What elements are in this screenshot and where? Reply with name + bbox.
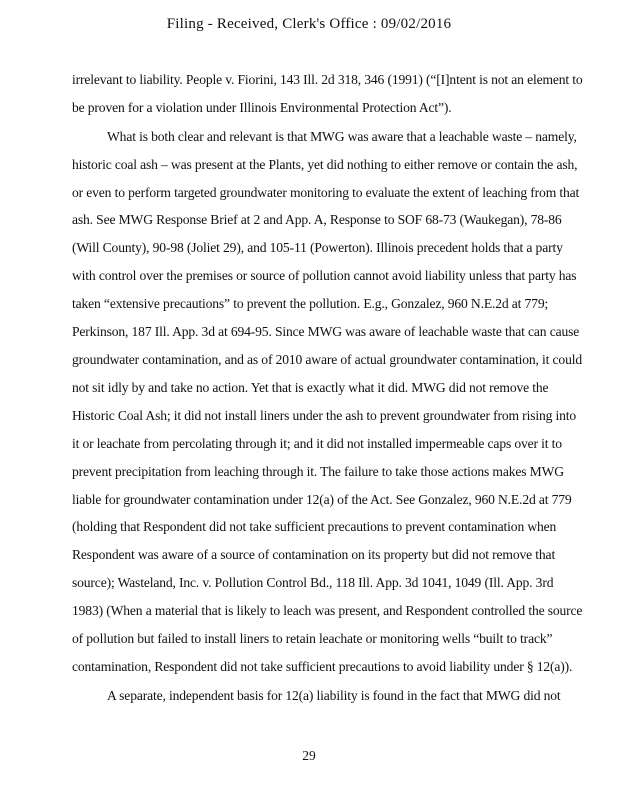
text-line: Historic Coal Ash; it did not install liners under the ash to prevent groundwater from rising into: [72, 408, 577, 423]
text-line: (holding that Respondent did not take sufficient precautions to prevent contamination when: [72, 519, 557, 534]
text-line: taken “extensive precautions” to prevent the pollution. E.g., Gonzalez, 960 N.E.2d at 779;: [72, 296, 549, 311]
text-line: (Will County), 90-98 (Joliet 29), and 105-11 (Powerton). Illinois precedent holds that a party: [72, 240, 563, 255]
paragraph-first-line: What is both clear and relevant is that MWG was aware that a leachable waste – namely,: [107, 129, 577, 144]
text-line: with control over the premises or source of pollution cannot avoid liability unless that party has: [72, 268, 577, 283]
text-line: be proven for a violation under Illinois Environmental Protection Act”).: [72, 100, 452, 115]
text-line: historic coal ash – was present at the Plants, yet did nothing to either remove or contain the ash,: [72, 157, 578, 172]
text-line: liable for groundwater contamination under 12(a) of the Act. See Gonzalez, 960 N.E.2d at 779: [72, 492, 572, 507]
text-line: source); Wasteland, Inc. v. Pollution Control Bd., 118 Ill. App. 3d 1041, 1049 (Ill. App. 3rd: [72, 575, 554, 590]
text-line: prevent precipitation from leaching through it. The failure to take those actions makes MWG: [72, 464, 564, 479]
text-line: 1983) (When a material that is likely to leach was present, and Respondent controlled the source: [72, 603, 583, 618]
text-line: ash. See MWG Response Brief at 2 and App. A, Response to SOF 68-73 (Waukegan), 78-86: [72, 212, 562, 227]
page-number: 29: [302, 748, 316, 763]
text-line: Perkinson, 187 Ill. App. 3d at 694-95. Since MWG was aware of leachable waste that can cause: [72, 324, 580, 339]
paragraph-first-line: A separate, independent basis for 12(a) liability is found in the fact that MWG did not: [107, 688, 561, 703]
text-line: or even to perform targeted groundwater monitoring to evaluate the extent of leaching from that: [72, 185, 580, 200]
text-line: Respondent was aware of a source of contamination on its property but did not remove that: [72, 547, 556, 562]
text-line: it or leachate from percolating through it; and it did not installed impermeable caps over it to: [72, 436, 562, 451]
text-line: contamination, Respondent did not take sufficient precautions to avoid liability under § 12(a)).: [72, 659, 573, 674]
text-line: irrelevant to liability. People v. Fiorini, 143 Ill. 2d 318, 346 (1991) (“[I]ntent is not an element to: [72, 72, 583, 87]
text-line: groundwater contamination, and as of 2010 aware of actual groundwater contamination, it could: [72, 352, 582, 367]
text-line: not sit idly by and take no action. Yet that is exactly what it did. MWG did not remove the: [72, 380, 549, 395]
text-line: of pollution but failed to install liners to retain leachate or monitoring wells “built to track”: [72, 631, 553, 646]
filing-header: Filing - Received, Clerk's Office : 09/02/2016: [166, 16, 452, 32]
